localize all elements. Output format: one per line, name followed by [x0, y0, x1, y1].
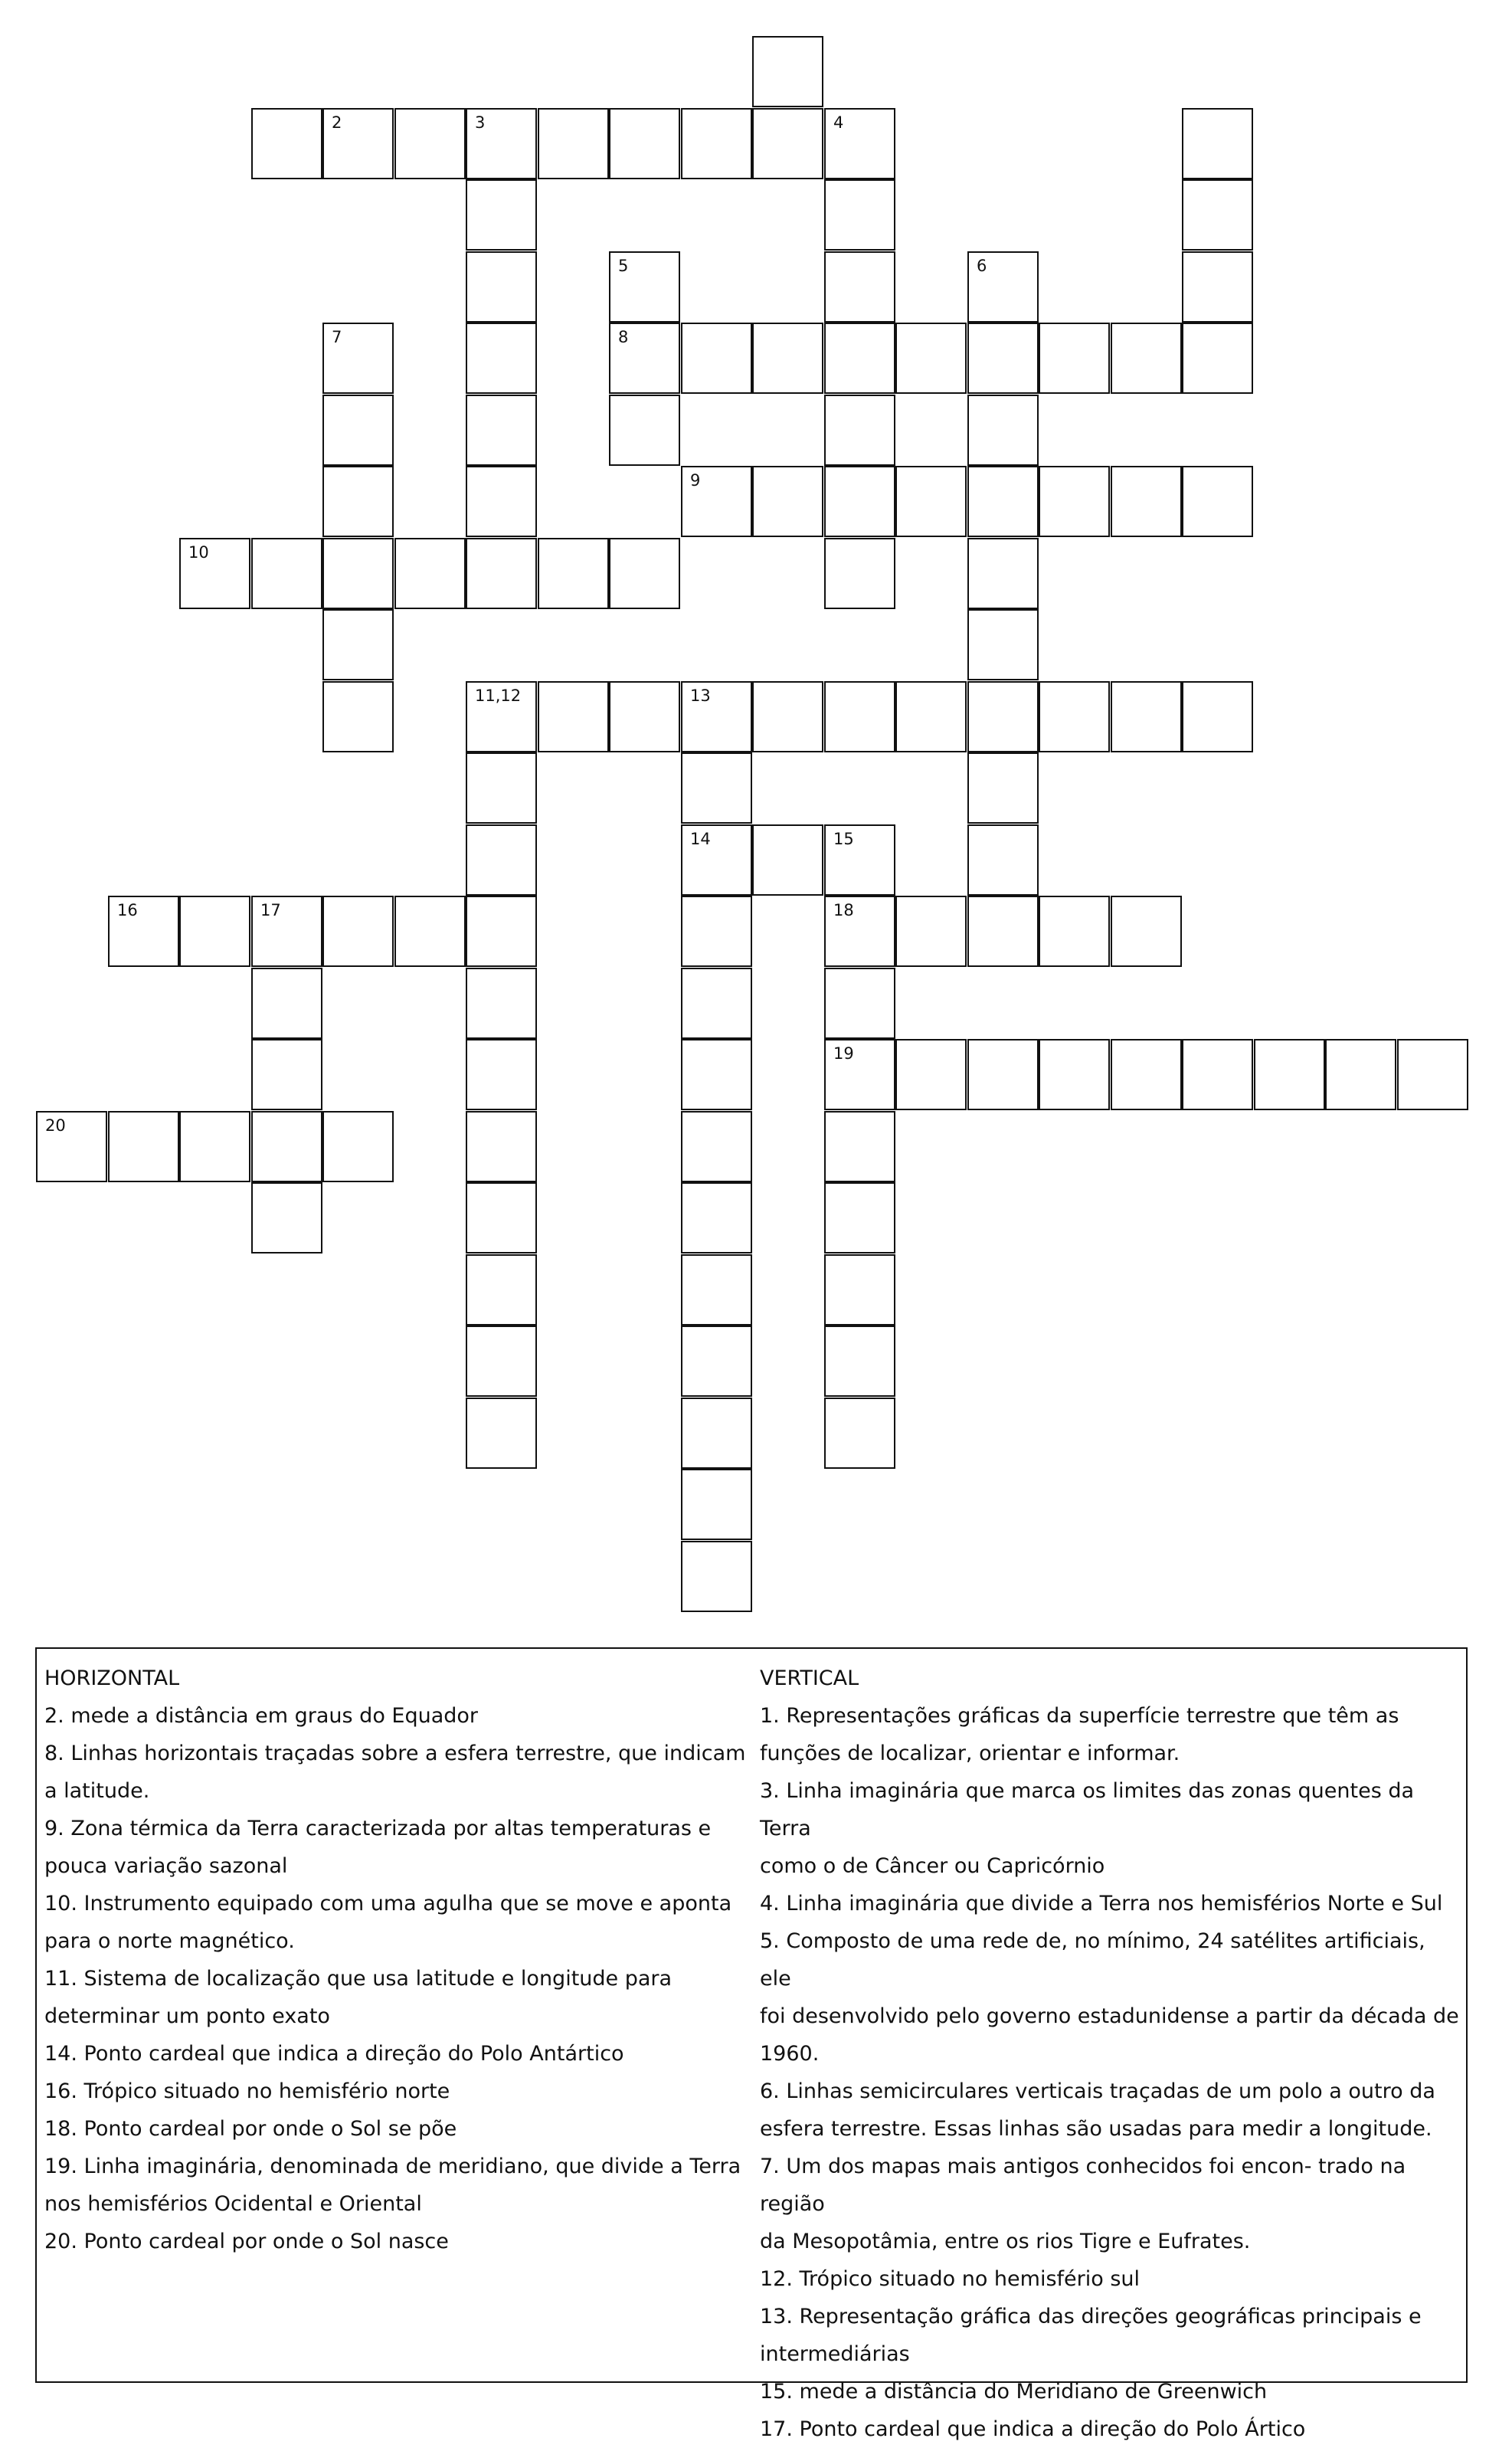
crossword-cell[interactable] [108, 1111, 179, 1182]
clue-line: 5. Composto de uma rede de, no mínimo, 24 satélites artificiais, ele [760, 1929, 1425, 1991]
crossword-cell[interactable] [322, 538, 394, 609]
crossword-cell[interactable] [1182, 323, 1253, 394]
crossword-cell[interactable] [609, 538, 680, 609]
crossword-cell[interactable] [824, 824, 895, 896]
crossword-cell[interactable] [1182, 1039, 1253, 1110]
crossword-cell[interactable] [466, 1326, 537, 1397]
clue-number: 20 [45, 1116, 66, 1135]
clue-number: 19 [833, 1044, 854, 1063]
clue-line: 13. Representação gráfica das direções geográficas principais e [760, 2305, 1422, 2328]
crossword-cell[interactable] [895, 681, 967, 752]
crossword-cell[interactable] [466, 1039, 537, 1110]
crossword-cell[interactable] [681, 824, 752, 896]
crossword-cell[interactable] [967, 251, 1039, 323]
clue-number: 7 [332, 328, 342, 346]
crossword-cell[interactable] [1111, 1039, 1182, 1110]
crossword-cell[interactable] [1111, 681, 1182, 752]
crossword-cell[interactable] [824, 1398, 895, 1469]
horizontal-heading: HORIZONTAL [44, 1666, 180, 1690]
crossword-cell[interactable] [466, 896, 537, 967]
crossword-cell[interactable] [895, 896, 967, 967]
crossword-cell[interactable] [322, 395, 394, 466]
crossword-cell[interactable] [1039, 323, 1110, 394]
clue-line: 14. Ponto cardeal que indica a direção do Polo Antártico [44, 2042, 624, 2066]
clue-line: 8. Linhas horizontais traçadas sobre a esfera terrestre, que indicam [44, 1742, 746, 1765]
clue-line: intermediárias [760, 2342, 910, 2366]
crossword-cell[interactable] [1111, 466, 1182, 537]
crossword-cell[interactable] [1397, 1039, 1468, 1110]
crossword-cell[interactable] [1111, 323, 1182, 394]
crossword-cell[interactable] [824, 108, 895, 179]
crossword-cell[interactable] [967, 824, 1039, 896]
clue-line: 16. Trópico situado no hemisfério norte [44, 2079, 450, 2103]
crossword-cell[interactable] [1111, 896, 1182, 967]
clue-number: 18 [833, 901, 854, 919]
crossword-cell[interactable] [322, 323, 394, 394]
crossword-cell[interactable] [967, 395, 1039, 466]
crossword-cell[interactable] [824, 251, 895, 323]
crossword-cell[interactable] [1182, 251, 1253, 323]
crossword-cell[interactable] [824, 323, 895, 394]
crossword-cell[interactable] [394, 538, 466, 609]
crossword-cell[interactable] [824, 896, 895, 967]
crossword-cell[interactable] [466, 395, 537, 466]
clue-line: 18. Ponto cardeal por onde o Sol se põe [44, 2117, 457, 2141]
crossword-cell[interactable] [681, 323, 752, 394]
crossword-cell[interactable] [895, 466, 967, 537]
clue-line: pouca variação sazonal [44, 1854, 288, 1878]
crossword-cell[interactable] [824, 1254, 895, 1326]
crossword-cell[interactable] [824, 395, 895, 466]
crossword-cell[interactable] [179, 538, 250, 609]
crossword-cell[interactable] [251, 896, 322, 967]
crossword-cell[interactable] [466, 1254, 537, 1326]
crossword-cell[interactable] [36, 1111, 107, 1182]
crossword-cell[interactable] [1039, 896, 1110, 967]
crossword-cell[interactable] [466, 466, 537, 537]
crossword-cell[interactable] [322, 466, 394, 537]
clue-line: 7. Um dos mapas mais antigos conhecidos foi encon- trado na região [760, 2155, 1406, 2216]
crossword-cell[interactable] [681, 896, 752, 967]
crossword-cell[interactable] [466, 1182, 537, 1253]
clue-number: 11,12 [475, 687, 522, 705]
crossword-cell[interactable] [967, 323, 1039, 394]
crossword-cell[interactable] [967, 466, 1039, 537]
clue-line: foi desenvolvido pelo governo estadunidense a partir da década de [760, 2004, 1459, 2028]
crossword-cell[interactable] [466, 179, 537, 251]
crossword-cell[interactable] [609, 395, 680, 466]
clue-line: 11. Sistema de localização que usa latitude e longitude para [44, 1967, 673, 1991]
crossword-cell[interactable] [322, 108, 394, 179]
clue-number: 6 [977, 257, 987, 275]
crossword-cell[interactable] [824, 968, 895, 1039]
crossword-cell[interactable] [1325, 1039, 1396, 1110]
vertical-heading: VERTICAL [760, 1666, 859, 1690]
crossword-cell[interactable] [1039, 466, 1110, 537]
crossword-cell[interactable] [251, 108, 322, 179]
crossword-cell[interactable] [466, 752, 537, 824]
crossword-cell[interactable] [609, 108, 680, 179]
crossword-cell[interactable] [681, 108, 752, 179]
crossword-cell[interactable] [681, 968, 752, 1039]
crossword-cell[interactable] [1182, 179, 1253, 251]
clue-line: 3. Linha imaginária que marca os limites das zonas quentes da Terra [760, 1779, 1415, 1840]
crossword-cell[interactable] [466, 824, 537, 896]
clue-line: para o norte magnético. [44, 1929, 295, 1953]
clue-number: 13 [690, 687, 711, 705]
crossword-cell[interactable] [681, 1111, 752, 1182]
crossword-cell[interactable] [681, 1398, 752, 1469]
crossword-cell[interactable] [752, 681, 823, 752]
crossword-cell[interactable] [466, 1111, 537, 1182]
crossword-cell[interactable] [967, 681, 1039, 752]
crossword-cell[interactable] [251, 1039, 322, 1110]
crossword-cell[interactable] [251, 968, 322, 1039]
crossword-cell[interactable] [538, 681, 609, 752]
crossword-cell[interactable] [1254, 1039, 1325, 1110]
crossword-cell[interactable] [1039, 1039, 1110, 1110]
crossword-cell[interactable] [681, 1182, 752, 1253]
crossword-cell[interactable] [681, 752, 752, 824]
crossword-cell[interactable] [824, 1039, 895, 1110]
crossword-cell[interactable] [681, 681, 752, 752]
clue-line: 4. Linha imaginária que divide a Terra nos hemisférios Norte e Sul [760, 1892, 1443, 1915]
vertical-clues [760, 1660, 1461, 2448]
clue-line: da Mesopotâmia, entre os rios Tigre e Eufrates. [760, 2230, 1251, 2253]
clue-line: esfera terrestre. Essas linhas são usadas para medir a longitude. [760, 2117, 1432, 2141]
crossword-cell[interactable] [752, 36, 823, 107]
crossword-cell[interactable] [538, 538, 609, 609]
crossword-cell[interactable] [394, 896, 466, 967]
horizontal-clues [44, 1660, 749, 2260]
clue-number: 5 [618, 257, 629, 275]
crossword-cell[interactable] [752, 323, 823, 394]
crossword-cell[interactable] [466, 323, 537, 394]
clue-number: 9 [690, 471, 701, 490]
crossword-cell[interactable] [1039, 681, 1110, 752]
crossword-cell[interactable] [681, 1469, 752, 1540]
clue-line: 10. Instrumento equipado com uma agulha que se move e aponta [44, 1892, 732, 1915]
crossword-cell[interactable] [609, 323, 680, 394]
clue-number: 15 [833, 830, 854, 848]
clue-line: 1960. [760, 2042, 820, 2066]
clue-number: 2 [332, 113, 342, 132]
clue-line: 12. Trópico situado no hemisfério sul [760, 2267, 1141, 2291]
crossword-cell[interactable] [752, 108, 823, 179]
crossword-cell[interactable] [824, 681, 895, 752]
clue-number: 8 [618, 328, 629, 346]
crossword-cell[interactable] [681, 1254, 752, 1326]
clue-number: 10 [188, 543, 209, 562]
crossword-cell[interactable] [394, 108, 466, 179]
clue-number: 14 [690, 830, 711, 848]
crossword-cell[interactable] [681, 1326, 752, 1397]
crossword-cell[interactable] [752, 824, 823, 896]
crossword-cell[interactable] [824, 466, 895, 537]
crossword-cell[interactable] [251, 1182, 322, 1253]
crossword-cell[interactable] [466, 1398, 537, 1469]
crossword-cell[interactable] [824, 1182, 895, 1253]
crossword-cell[interactable] [466, 681, 537, 752]
clue-line: 2. mede a distância em graus do Equador [44, 1704, 479, 1728]
crossword-cell[interactable] [824, 1326, 895, 1397]
crossword-cell[interactable] [609, 251, 680, 323]
clue-number: 3 [475, 113, 486, 132]
crossword-cell[interactable] [967, 752, 1039, 824]
crossword-cell[interactable] [179, 1111, 250, 1182]
clue-line: 6. Linhas semicirculares verticais traçadas de um polo a outro da [760, 2079, 1435, 2103]
crossword-cell[interactable] [824, 1111, 895, 1182]
crossword-cell[interactable] [967, 609, 1039, 680]
crossword-cell[interactable] [251, 1111, 322, 1182]
crossword-cell[interactable] [466, 251, 537, 323]
crossword-cell[interactable] [1182, 681, 1253, 752]
crossword-cell[interactable] [824, 179, 895, 251]
crossword-cell[interactable] [681, 1541, 752, 1612]
crossword-cell[interactable] [466, 968, 537, 1039]
clue-number: 17 [260, 901, 281, 919]
crossword-cell[interactable] [967, 896, 1039, 967]
clue-line: a latitude. [44, 1779, 150, 1803]
crossword-cell[interactable] [322, 609, 394, 680]
crossword-cell[interactable] [322, 1111, 394, 1182]
clues-box [35, 1647, 1468, 2441]
crossword-cell[interactable] [895, 1039, 967, 1110]
crossword-cell[interactable] [752, 466, 823, 537]
crossword-cell[interactable] [466, 538, 537, 609]
crossword-cell[interactable] [108, 896, 179, 967]
clue-number: 16 [117, 901, 138, 919]
crossword-cell[interactable] [322, 681, 394, 752]
crossword-cell[interactable] [609, 681, 680, 752]
crossword-cell[interactable] [1182, 108, 1253, 179]
clue-line: funções de localizar, orientar e informar. [760, 1742, 1180, 1765]
crossword-cell[interactable] [681, 1039, 752, 1110]
clue-line: 15. mede a distância do Meridiano de Greenwich [760, 2380, 1268, 2404]
crossword-cell[interactable] [824, 538, 895, 609]
clue-line: 19. Linha imaginária, denominada de meridiano, que divide a Terra [44, 2155, 741, 2178]
crossword-cell[interactable] [967, 1039, 1039, 1110]
clue-line: 9. Zona térmica da Terra caracterizada por altas temperaturas e [44, 1817, 712, 1840]
clue-line: 1. Representações gráficas da superfície terrestre que têm as [760, 1704, 1399, 1728]
clue-line: como o de Câncer ou Capricórnio [760, 1854, 1105, 1878]
clue-line: 17. Ponto cardeal que indica a direção do Polo Ártico [760, 2417, 1306, 2441]
crossword-cell[interactable] [538, 108, 609, 179]
crossword-cell[interactable] [895, 323, 967, 394]
crossword-cell[interactable] [251, 538, 322, 609]
crossword-cell[interactable] [967, 538, 1039, 609]
crossword-cell[interactable] [1182, 466, 1253, 537]
crossword-cell[interactable] [322, 896, 394, 967]
crossword-cell[interactable] [179, 896, 250, 967]
clue-line: determinar um ponto exato [44, 2004, 330, 2028]
crossword-cell[interactable] [466, 108, 537, 179]
clue-line: 20. Ponto cardeal por onde o Sol nasce [44, 2230, 449, 2253]
clue-number: 4 [833, 113, 844, 132]
clue-line: nos hemisférios Ocidental e Oriental [44, 2192, 422, 2216]
crossword-cell[interactable] [681, 466, 752, 537]
